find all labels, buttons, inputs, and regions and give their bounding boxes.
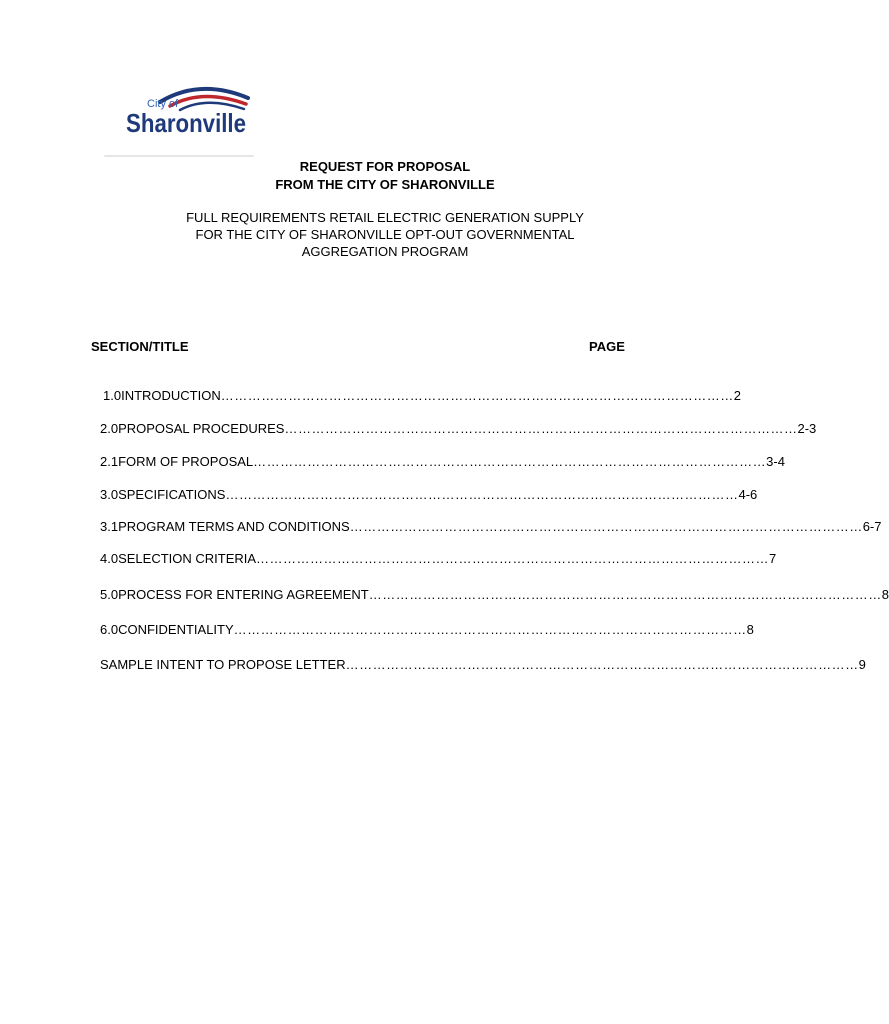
document-title [0,158,770,194]
toc-item-page: 2 [733,388,741,403]
toc-item-page: 4-6 [738,487,758,502]
toc-item-title: INTRODUCTION [121,388,221,403]
toc-item-number: 6.0 [100,622,119,637]
title-line-1: REQUEST FOR PROPOSAL [299,159,471,174]
toc-item-title: SPECIFICATIONS [118,487,226,502]
toc-item-number: 3.1 [100,519,119,534]
toc-leader-dots: …………………………………………………………………………………………………… [220,388,734,403]
toc-leader-dots: …………………………………………………………………………………………………… [256,551,770,566]
toc-section-heading: SECTION/TITLE [91,339,189,354]
toc-leader-dots: …………………………………………………………………………………………………… [253,454,767,469]
toc-item-title: CONFIDENTIALITY [118,622,234,637]
toc-leader-dots: …………………………………………………………………………………………………… [349,519,863,534]
toc-item-program-terms [100,518,882,536]
toc-item-number: 2.0 [100,421,119,436]
toc-leader-dots: …………………………………………………………………………………………………… [368,587,882,602]
toc-item-title: FORM OF PROPOSAL [118,454,254,469]
city-of-sharonville-logo [100,84,254,160]
toc-item-specifications [100,486,758,504]
toc-item-form-of-proposal [100,453,785,471]
toc-item-title: PROCESS FOR ENTERING AGREEMENT [118,587,369,602]
logo-underline [104,155,254,157]
toc-item-number: 4.0 [100,551,119,566]
toc-item-number: 1.0 [103,388,122,403]
toc-leader-dots: …………………………………………………………………………………………………… [284,421,798,436]
toc-item-page: 9 [858,657,866,672]
toc-leader-dots: …………………………………………………………………………………………………… [233,622,747,637]
toc-leader-dots: …………………………………………………………………………………………………… [225,487,739,502]
toc-item-page: 8 [881,587,889,602]
toc-item-introduction [100,387,741,405]
toc-leader-dots: …………………………………………………………………………………………………… [345,657,859,672]
logo-small-text: City of [147,98,179,110]
toc-item-selection-criteria [100,550,777,568]
toc-item-title: PROPOSAL PROCEDURES [118,421,285,436]
title-line-2: FROM THE CITY OF SHARONVILLE [275,177,495,192]
subtitle-line-3: AGGREGATION PROGRAM [301,244,469,259]
toc-item-page: 2-3 [797,421,817,436]
toc-page-heading: PAGE [589,339,625,354]
toc-item-number: 3.0 [100,487,119,502]
subtitle-line-1: FULL REQUIREMENTS RETAIL ELECTRIC GENERATION SUPPLY [186,210,584,225]
document-subtitle [0,209,770,260]
toc-item-process-agreement [100,586,889,604]
toc-item-sample-letter [100,656,866,674]
toc-item-title: PROGRAM TERMS AND CONDITIONS [118,519,350,534]
toc-item-confidentiality [100,621,754,639]
subtitle-line-2: FOR THE CITY OF SHARONVILLE OPT-OUT GOVERNMENTAL [195,227,575,242]
toc-item-page: 6-7 [862,519,882,534]
toc-item-page: 3-4 [766,454,785,469]
toc-item-page: 8 [746,622,754,637]
toc-item-number: 2.1 [100,454,119,469]
toc-item-page: 7 [769,551,777,566]
logo-name: Sharonville [126,108,246,138]
toc-item-title: SAMPLE INTENT TO PROPOSE LETTER [100,657,346,672]
toc-item-proposal-procedures [100,420,817,438]
toc-item-number: 5.0 [100,587,119,602]
toc-item-title: SELECTION CRITERIA [118,551,257,566]
